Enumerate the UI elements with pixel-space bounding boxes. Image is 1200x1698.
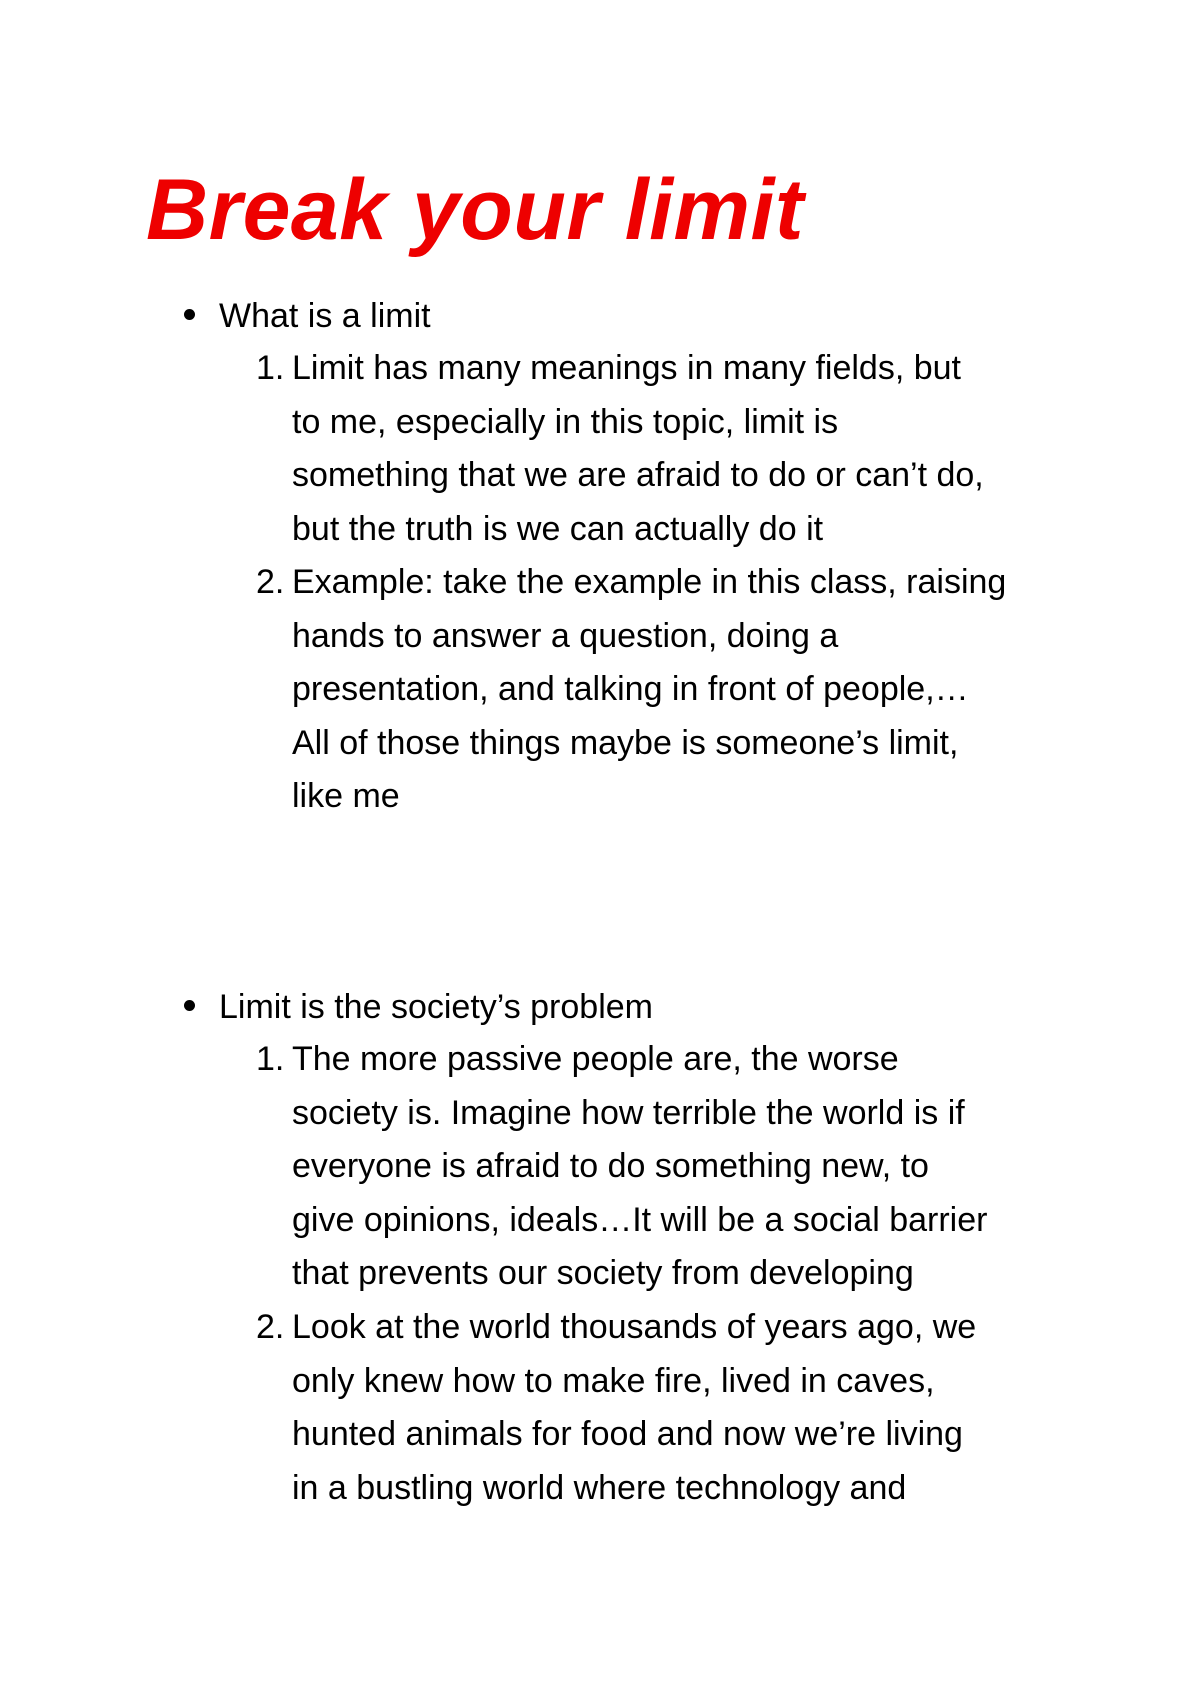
item-text — [292, 1033, 1092, 1301]
item-number: 2. — [256, 563, 285, 601]
text-line: only knew how to make fire, lived in caves, — [292, 1361, 935, 1400]
text-line: Limit has many meanings in many fields, but — [292, 349, 961, 387]
bullet-text: What is a limit — [219, 297, 431, 335]
item-text — [292, 556, 1092, 824]
text-line: presentation, and talking in front of people,… — [292, 670, 969, 708]
item-text — [292, 342, 1092, 556]
text-line: but the truth is we can actually do it — [292, 509, 824, 548]
text-line: Look at the world thousands of years ago, we — [292, 1308, 977, 1346]
text-line: like me — [292, 777, 400, 815]
item-number: 1. — [256, 349, 285, 387]
bullet-item — [0, 289, 1200, 343]
item-number: 2. — [256, 1308, 285, 1346]
text-line: hunted animals for food and now we’re living — [292, 1415, 963, 1453]
bullet-text: Limit is the society’s problem — [219, 988, 653, 1026]
text-line: something that we are afraid to do or can’t do, — [292, 456, 984, 494]
item-text — [292, 1301, 1092, 1515]
text-line: give opinions, ideals…It will be a social barrier — [292, 1200, 988, 1239]
bullet-item — [0, 980, 1200, 1034]
bullet-dot-icon — [184, 309, 195, 320]
text-line: to me, especially in this topic, limit is — [292, 402, 839, 441]
text-line: Example: take the example in this class, raising — [292, 563, 1007, 601]
text-line: All of those things maybe is someone’s limit, — [292, 723, 959, 762]
text-line: that prevents our society from developing — [292, 1254, 914, 1292]
text-line: The more passive people are, the worse — [292, 1040, 899, 1078]
text-line: hands to answer a question, doing a — [292, 616, 839, 655]
bullet-dot-icon — [184, 1000, 195, 1011]
text-line: in a bustling world where technology and — [292, 1468, 907, 1507]
page-title: Break your limit — [146, 162, 804, 258]
text-line: everyone is afraid to do something new, to — [292, 1147, 929, 1185]
text-line: society is. Imagine how terrible the world is if — [292, 1093, 965, 1132]
item-number: 1. — [256, 1040, 285, 1078]
